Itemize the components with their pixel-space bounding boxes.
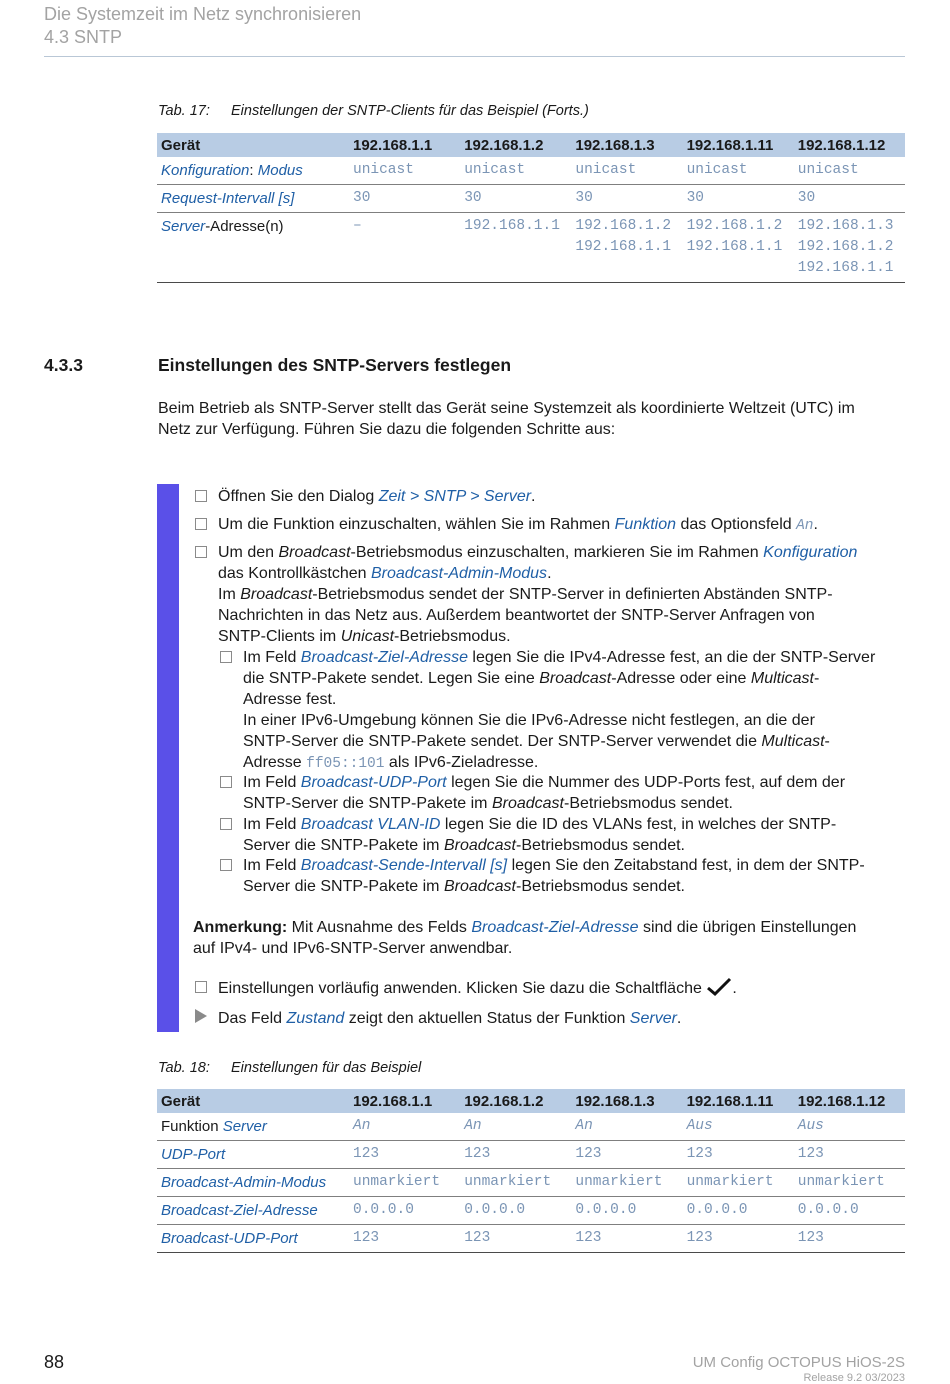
col-header: 192.168.1.1 xyxy=(349,1089,460,1113)
substep-ziel-line-1: Im Feld Broadcast-Ziel-Adresse legen Sie die IPv4-Adresse fest, an die der SNTP-Server xyxy=(243,649,876,666)
step-broadcast-line-1: Um den Broadcast-Betriebsmodus einzuschalten, markieren Sie im Rahmen Konfiguration xyxy=(218,544,858,561)
note-line-2: auf IPv4- und IPv6-SNTP-Server anwendbar. xyxy=(193,940,513,957)
substep-interval-line-2: Server die SNTP-Pakete im Broadcast-Betriebsmodus sendet. xyxy=(243,878,685,895)
substep-interval-line-1: Im Feld Broadcast-Sende-Intervall [s] legen Sie den Zeitabstand fest, in dem der SNTP- xyxy=(243,857,865,874)
checkmark-icon[interactable] xyxy=(706,977,732,1003)
running-header-chapter: Die Systemzeit im Netz synchronisieren xyxy=(44,4,362,24)
substep-vlan-line-1: Im Feld Broadcast VLAN-ID legen Sie die ID des VLANs fest, in welches der SNTP- xyxy=(243,816,837,833)
cell: 0.0.0.0 xyxy=(571,1197,682,1225)
table-row xyxy=(157,213,905,283)
cell: Aus xyxy=(683,1113,794,1141)
cell: 0.0.0.0 xyxy=(460,1197,571,1225)
substep-udp-line-2: SNTP-Server die SNTP-Pakete im Broadcast-Betriebsmodus sendet. xyxy=(243,795,733,812)
substep-ziel-line-6: Adresse ff05::101 als IPv6-Zieladresse. xyxy=(243,754,539,772)
cell: 123 xyxy=(349,1225,460,1253)
cell: – xyxy=(349,213,460,283)
cell: 123 xyxy=(683,1141,794,1169)
col-header: 192.168.1.11 xyxy=(683,1089,794,1113)
substep-ziel-line-4: In einer IPv6-Umgebung können Sie die IPv6-Adresse nicht festlegen, an die der xyxy=(243,712,815,729)
cell: unicast xyxy=(460,157,571,185)
row-label: Broadcast-Ziel-Adresse xyxy=(157,1197,349,1225)
procedure-bar xyxy=(157,484,179,1032)
substep-ziel-line-5: SNTP-Server die SNTP-Pakete sendet. Der SNTP-Server verwendet die Multicast- xyxy=(243,733,830,750)
checkbox-icon xyxy=(220,859,232,871)
cell: 123 xyxy=(460,1141,571,1169)
step-broadcast-line-2: das Kontrollkästchen Broadcast-Admin-Modus. xyxy=(218,565,552,582)
note-line-1: Anmerkung: Mit Ausnahme des Felds Broadcast-Ziel-Adresse sind die übrigen Einstellungen xyxy=(193,919,857,936)
cell: An xyxy=(571,1113,682,1141)
intro-line-2: Netz zur Verfügung. Führen Sie dazu die folgenden Schritte aus: xyxy=(158,421,616,438)
cell: unmarkiert xyxy=(460,1169,571,1197)
section-title: Einstellungen des SNTP-Servers festlegen xyxy=(158,355,512,375)
table18-caption: Tab. 18: Einstellungen für das Beispiel xyxy=(158,1060,422,1076)
table17 xyxy=(157,133,905,283)
checkbox-icon xyxy=(195,546,207,558)
cell: An xyxy=(460,1113,571,1141)
running-header-section: 4.3 SNTP xyxy=(44,27,123,47)
page-number: 88 xyxy=(44,1352,65,1372)
cell: 0.0.0.0 xyxy=(683,1197,794,1225)
step-broadcast-line-4: Nachrichten in das Netz aus. Außerdem beantwortet der SNTP-Server Anfragen von xyxy=(218,607,815,624)
cell: unmarkiert xyxy=(794,1169,905,1197)
footer-doc-title: UM Config OCTOPUS HiOS-2S xyxy=(692,1354,905,1371)
step-open-dialog: Öffnen Sie den Dialog Zeit > SNTP > Server. xyxy=(218,488,536,505)
row-label: Funktion Server xyxy=(157,1113,349,1141)
checkbox-icon xyxy=(195,981,207,993)
col-header: 192.168.1.2 xyxy=(460,133,571,157)
col-header: 192.168.1.3 xyxy=(571,133,682,157)
cell: 192.168.1.2 192.168.1.1 xyxy=(571,213,682,283)
cell: 0.0.0.0 xyxy=(794,1197,905,1225)
step-broadcast-line-3: Im Broadcast-Betriebsmodus sendet der SNTP-Server in definierten Abständen SNTP- xyxy=(218,586,833,603)
cell: 192.168.1.3 192.168.1.2 192.168.1.1 xyxy=(794,213,905,283)
cell: unmarkiert xyxy=(683,1169,794,1197)
cell: 123 xyxy=(349,1141,460,1169)
cell: 123 xyxy=(571,1141,682,1169)
col-header: 192.168.1.2 xyxy=(460,1089,571,1113)
table-row xyxy=(157,1197,905,1225)
checkbox-icon xyxy=(220,651,232,663)
cell: 123 xyxy=(460,1225,571,1253)
checkbox-icon xyxy=(220,818,232,830)
row-label: UDP-Port xyxy=(157,1141,349,1169)
table-header-row xyxy=(157,1089,905,1113)
row-label: Server-Adresse(n) xyxy=(157,213,349,283)
cell: unicast xyxy=(683,157,794,185)
col-header: 192.168.1.12 xyxy=(794,133,905,157)
checkbox-icon xyxy=(195,518,207,530)
table-row xyxy=(157,1225,905,1253)
cell: 30 xyxy=(794,185,905,213)
table18 xyxy=(157,1089,905,1253)
footer-release: Release 9.2 03/2023 xyxy=(803,1372,905,1384)
table-row xyxy=(157,185,905,213)
cell: An xyxy=(349,1113,460,1141)
cell: 30 xyxy=(460,185,571,213)
table-row xyxy=(157,1141,905,1169)
checkbox-icon xyxy=(220,776,232,788)
cell: unicast xyxy=(794,157,905,185)
substep-ziel-line-2: die SNTP-Pakete sendet. Legen Sie eine Broadcast-Adresse oder eine Multicast- xyxy=(243,670,820,687)
substep-vlan-line-2: Server die SNTP-Pakete im Broadcast-Betriebsmodus sendet. xyxy=(243,837,685,854)
cell: 123 xyxy=(571,1225,682,1253)
step-apply: Einstellungen vorläufig anwenden. Klicken Sie dazu die Schaltfläche . xyxy=(218,977,737,1003)
cell: unicast xyxy=(349,157,460,185)
col-header: 192.168.1.3 xyxy=(571,1089,682,1113)
cell: 30 xyxy=(683,185,794,213)
result-line: Das Feld Zustand zeigt den aktuellen Status der Funktion Server. xyxy=(218,1010,682,1027)
table17-caption: Tab. 17: Einstellungen der SNTP-Clients für das Beispiel (Forts.) xyxy=(158,103,589,119)
cell: 192.168.1.1 xyxy=(460,213,571,283)
substep-ziel-line-3: Adresse fest. xyxy=(243,691,337,708)
cell: unmarkiert xyxy=(349,1169,460,1197)
row-label: Konfiguration: Modus xyxy=(157,157,349,185)
cell: unicast xyxy=(571,157,682,185)
cell: 123 xyxy=(683,1225,794,1253)
intro-line-1: Beim Betrieb als SNTP-Server stellt das Gerät seine Systemzeit als koordinierte Weltzeit (UTC) im xyxy=(158,400,855,417)
step-enable-function: Um die Funktion einzuschalten, wählen Sie im Rahmen Funktion das Optionsfeld An. xyxy=(218,516,818,534)
cell: 123 xyxy=(794,1225,905,1253)
table-row xyxy=(157,1113,905,1141)
table-header-row xyxy=(157,133,905,157)
cell: Aus xyxy=(794,1113,905,1141)
col-header: 192.168.1.11 xyxy=(683,133,794,157)
cell: 30 xyxy=(571,185,682,213)
col-header: 192.168.1.1 xyxy=(349,133,460,157)
col-header: Gerät xyxy=(157,133,349,157)
cell: 192.168.1.2 192.168.1.1 xyxy=(683,213,794,283)
substep-udp-line-1: Im Feld Broadcast-UDP-Port legen Sie die Nummer des UDP-Ports fest, auf dem der xyxy=(243,774,846,791)
col-header: 192.168.1.12 xyxy=(794,1089,905,1113)
step-broadcast-line-5: SNTP-Clients im Unicast-Betriebsmodus. xyxy=(218,628,511,645)
row-label: Broadcast-Admin-Modus xyxy=(157,1169,349,1197)
cell: unmarkiert xyxy=(571,1169,682,1197)
cell: 123 xyxy=(794,1141,905,1169)
col-header: Gerät xyxy=(157,1089,349,1113)
table-row xyxy=(157,1169,905,1197)
table-row xyxy=(157,157,905,185)
header-rule xyxy=(44,56,905,57)
cell: 30 xyxy=(349,185,460,213)
checkbox-icon xyxy=(195,490,207,502)
triangle-icon xyxy=(195,1009,207,1023)
row-label: Request-Intervall [s] xyxy=(157,185,349,213)
section-number: 4.3.3 xyxy=(44,355,83,375)
row-label: Broadcast-UDP-Port xyxy=(157,1225,349,1253)
cell: 0.0.0.0 xyxy=(349,1197,460,1225)
